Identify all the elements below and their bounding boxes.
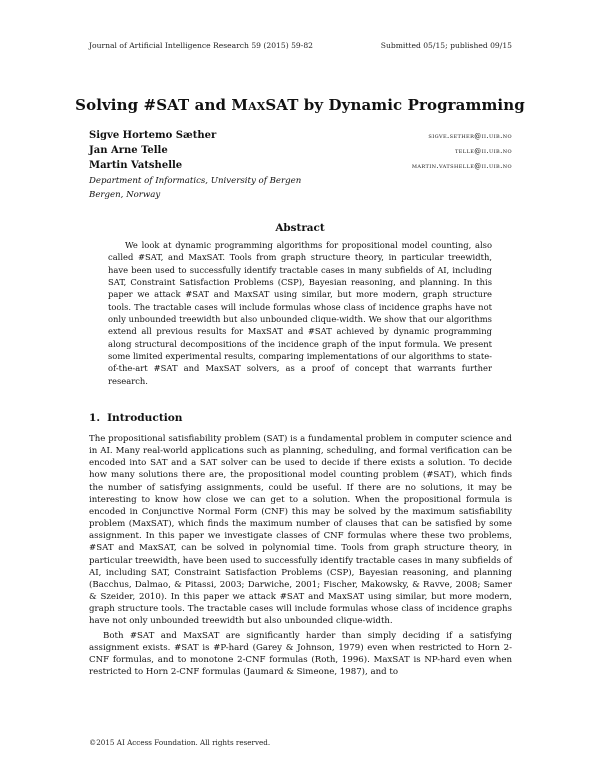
section-body — [89, 433, 512, 678]
author-row — [89, 160, 512, 174]
author-row — [89, 145, 512, 159]
section-title: Introduction — [107, 412, 183, 424]
author-email: martin.vatshelle@ii.uib.no — [411, 162, 512, 170]
author-email: sigve.sether@ii.uib.no — [428, 132, 512, 140]
author-name: Jan Arne Telle — [89, 145, 168, 156]
title-part-1: Solving #SAT and — [75, 96, 232, 114]
affiliation-department: Department of Informatics, University of Bergen — [89, 176, 302, 186]
title-part-2: by Dynamic Programming — [298, 96, 525, 114]
section-heading — [89, 412, 183, 424]
author-email: telle@ii.uib.no — [454, 147, 512, 155]
affiliation-location: Bergen, Norway — [89, 190, 161, 200]
abstract-body — [108, 239, 492, 387]
paragraph: Both #SAT and MaxSAT are significantly harder than simply deciding if a satisfying assignment exists. #SAT is #P-hard (Garey & Johnson, 1979) even when restricted to Horn 2-CNF formulas, and to monotone 2-CNF formulas (Roth, 1996). MaxSAT is NP-hard even when restricted to Horn 2-CNF formulas (Jaumard & Simeone, 1987), and to — [89, 630, 512, 677]
paper-title — [0, 96, 600, 114]
author-row — [89, 130, 512, 144]
author-name: Martin Vatshelle — [89, 160, 183, 171]
author-name: Sigve Hortemo Sæther — [89, 130, 217, 141]
section-number: 1. — [89, 412, 101, 424]
journal-header: Journal of Artificial Intelligence Research 59 (2015) 59-82 — [89, 41, 313, 50]
title-maxsat: MaxSAT — [231, 96, 299, 114]
copyright-footer: ©2015 AI Access Foundation. All rights reserved. — [89, 738, 271, 747]
paragraph: The propositional satisfiability problem (SAT) is a fundamental problem in computer science and in AI. Many real-world applications such as planning, scheduling, and formal verification can be encoded into SAT and a SAT solver can be used to decide if there exists a solution. To decide how many solutions there are, the propositional model counting problem (#SAT), which finds the number of satisfying assignments, could be useful. If there are no solutions, it may be interesting to know how close we can get to a solution. When the propositional formula is encoded in Conjunctive Normal Form (CNF) this may be solved by the maximum satisfiability problem (MaxSAT), which finds the maximum number of clauses that can be satisfied by some assignment. In this paper we investigate classes of CNF formulas where these two problems, #SAT and MaxSAT, can be solved in polynomial time. Tools from graph structure theory, in particular treewidth, have been used to successfully identify tractable cases in many subfields of AI, including SAT, Constraint Satisfaction Problems (CSP), Bayesian reasoning, and planning (Bacchus, Dalmao, & Pitassi, 2003; Darwiche, 2001; Fischer, Makowsky, & Ravve, 2008; Samer & Szeider, 2010). In this paper we attack #SAT and MaxSAT using similar, but more modern, graph structure tools. The tractable cases will include formulas whose class of incidence graphs have not only unbounded treewidth but also unbounded clique-width. — [89, 434, 512, 627]
abstract-text: We look at dynamic programming algorithms for propositional model counting, also called #SAT, and MaxSAT. Tools from graph structure theory, in particular treewidth, have been used to successfully identify tractable cases in many subfields of AI, including SAT, Constraint Satisfaction Problems (CSP), Bayesian reasoning, and planning. In this paper we attack #SAT and MaxSAT using similar, but more modern, graph structure tools. The tractable cases will include formulas whose class of incidence graphs have not only unbounded treewidth but also unbounded clique-width. We show that our algorithms extend all previous results for MaxSAT and #SAT achieved by dynamic programming along structural decompositions of the incidence graph of the input formula. We present some limited experimental results, comparing implementations of our algorithms to state-of-the-art #SAT and MaxSAT solvers, as a proof of concept that warrants further research. — [108, 240, 492, 386]
abstract-heading: Abstract — [275, 222, 325, 234]
submission-dates: Submitted 05/15; published 09/15 — [380, 41, 512, 50]
